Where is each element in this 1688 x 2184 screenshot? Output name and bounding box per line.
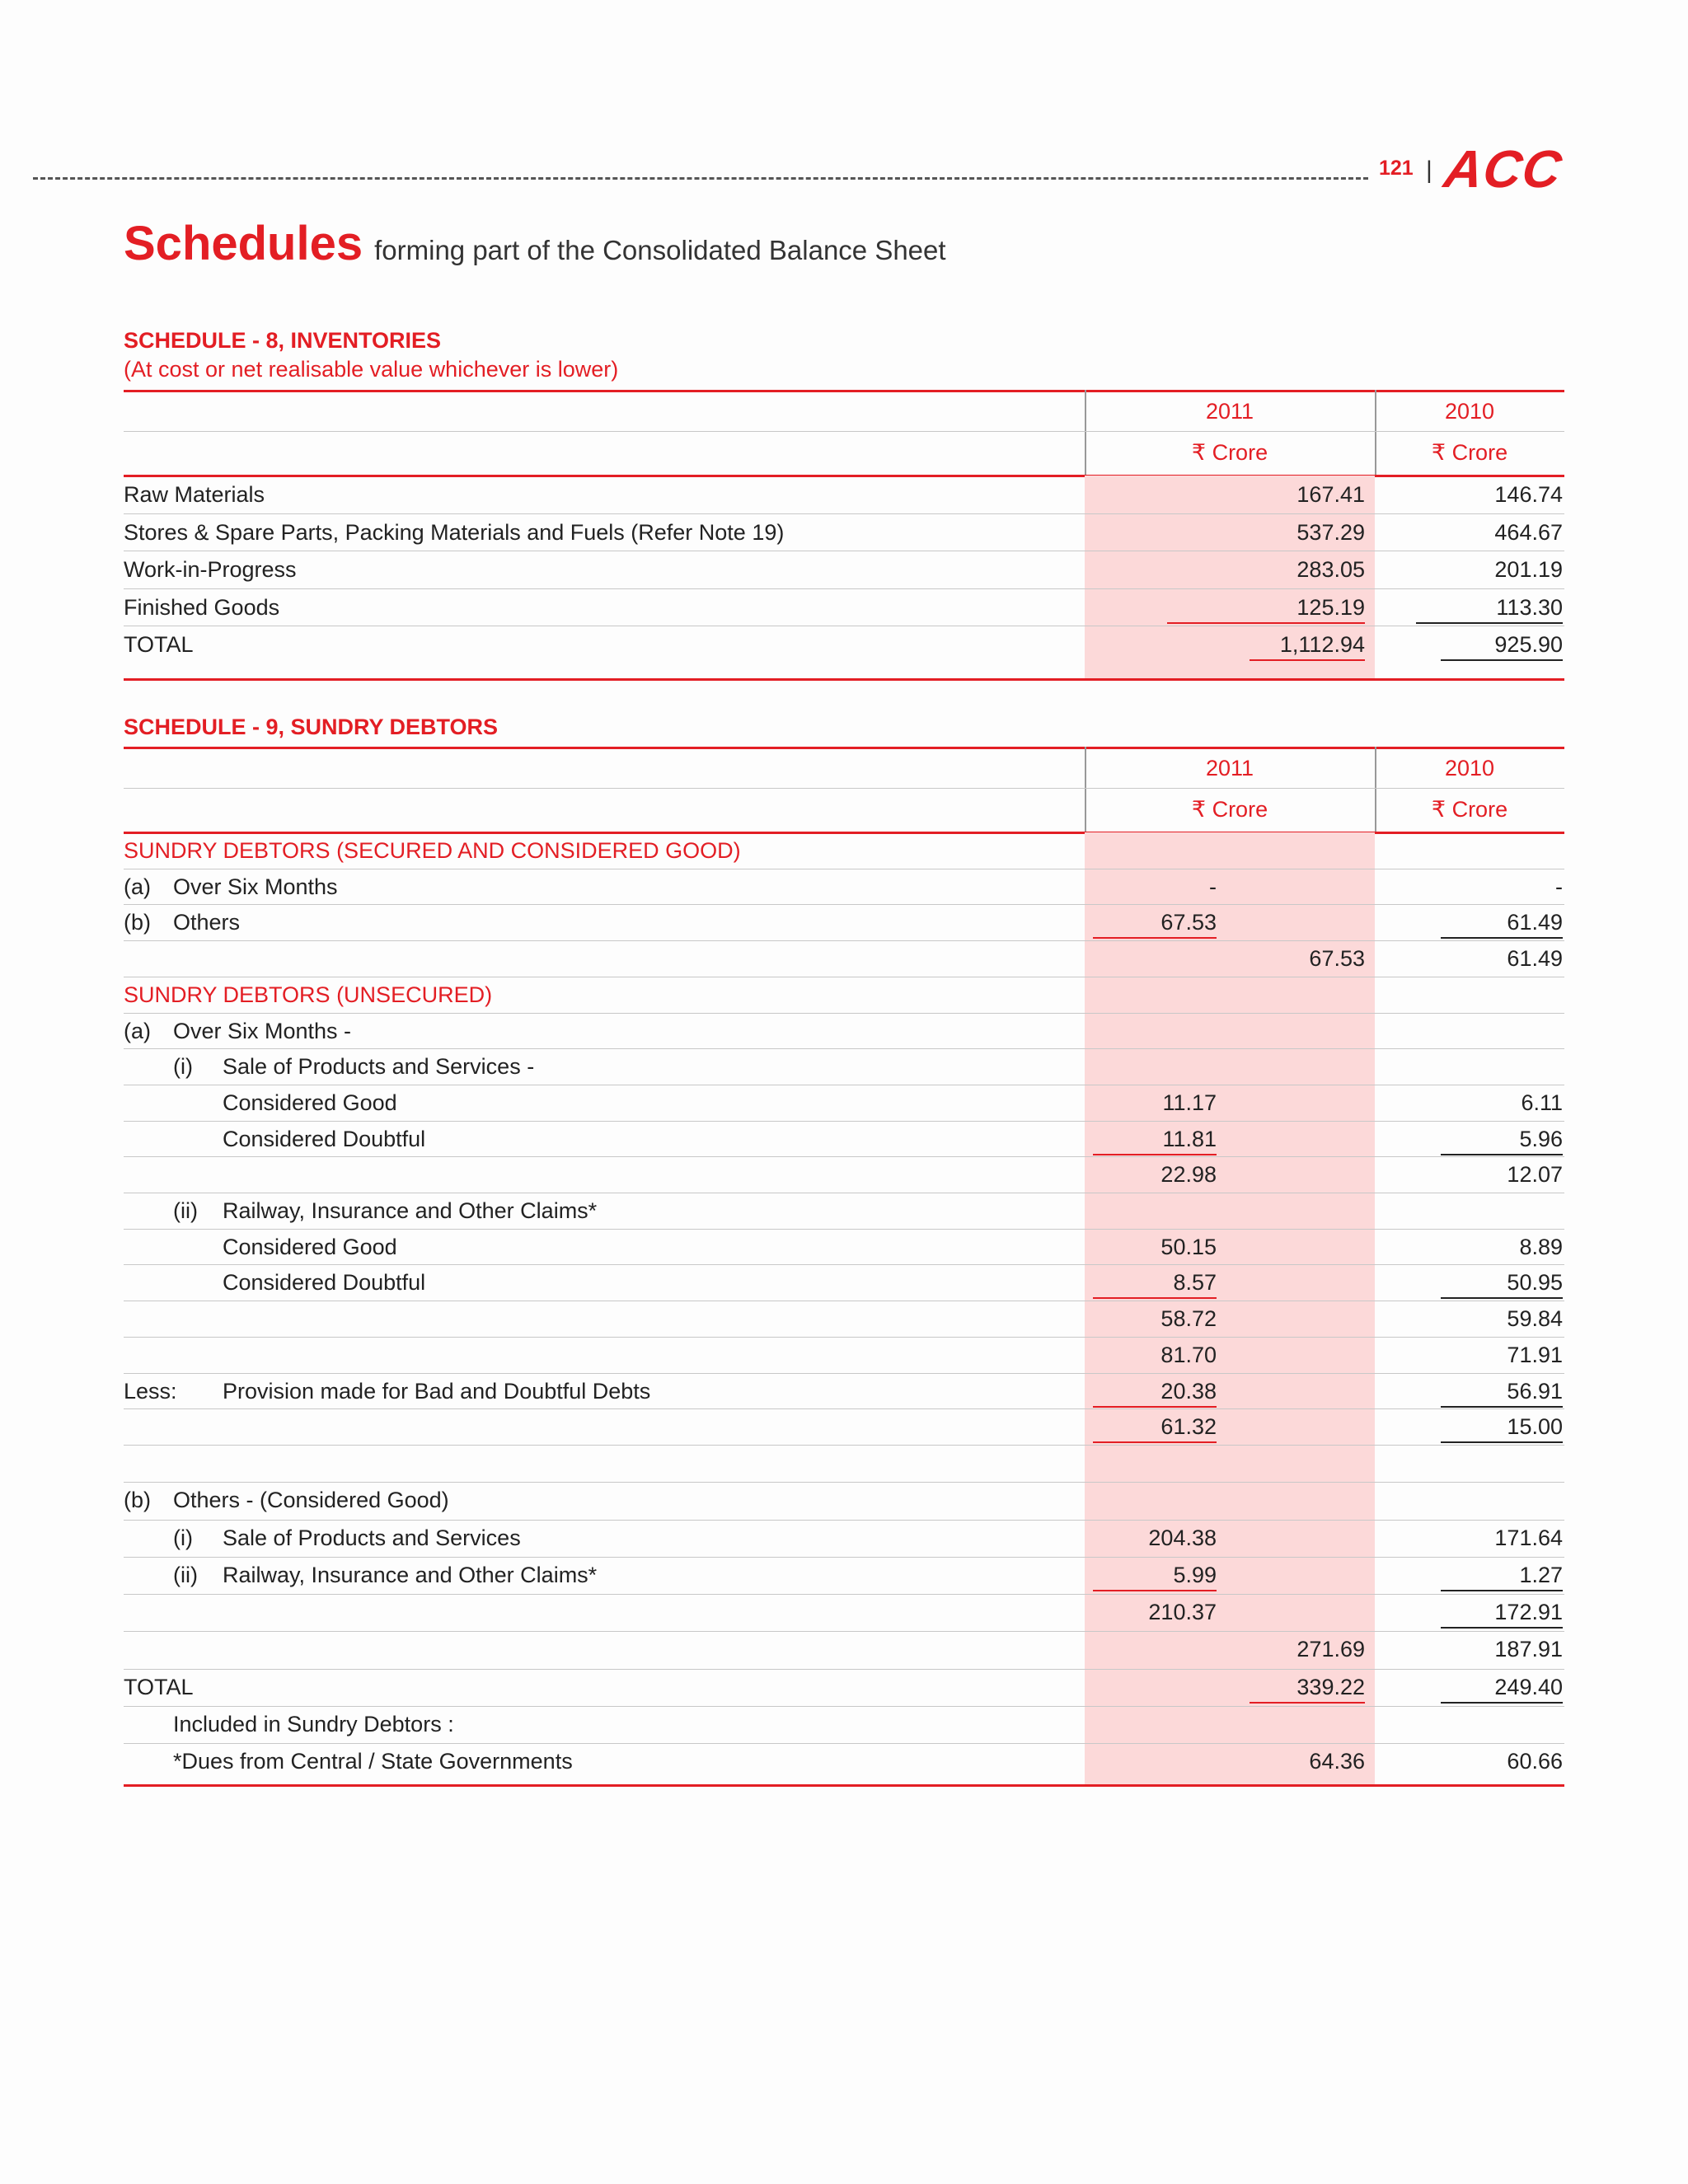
schedule9-value-2010: -: [1555, 874, 1563, 899]
schedule8-top-rule: [124, 390, 1564, 392]
page-title-main: Schedules: [124, 217, 363, 270]
schedule9-row-rule: [124, 1048, 1564, 1049]
page-number: 121: [1379, 157, 1414, 180]
schedule9-row-rule: [124, 1337, 1564, 1338]
schedule9-row-rule: [124, 1445, 1564, 1446]
schedule9-value-2011-sub: 81.70: [1160, 1342, 1217, 1367]
schedule8-value-2010: 464.67: [1494, 519, 1563, 545]
schedule9-value-2011-total: 64.36: [1309, 1749, 1365, 1774]
schedule8-value-2011: 283.05: [1296, 557, 1365, 582]
schedule9-value-2010: 61.49: [1507, 946, 1563, 972]
schedule9-heading: SCHEDULE - 9, SUNDRY DEBTORS: [124, 715, 499, 739]
schedule9-value-2010: 61.49: [1441, 909, 1563, 939]
schedule8-col-2010: 2010: [1444, 399, 1495, 424]
schedule9-row-rule: [124, 1264, 1564, 1265]
schedule9-value-2011-sub: 50.15: [1160, 1234, 1217, 1259]
schedule9-row-label: (b): [124, 1488, 151, 1513]
schedule9-value-2011-sub: 204.38: [1148, 1525, 1217, 1550]
schedule9-value-2010: 56.91: [1441, 1378, 1563, 1408]
schedule9-row-label: Considered Doubtful: [223, 1270, 426, 1296]
schedule8-unit-2010: ₹ Crore: [1431, 440, 1508, 465]
schedule9-row-label: Considered Good: [223, 1090, 397, 1115]
schedule9-row-rule: [124, 1013, 1564, 1014]
schedule9-row-label: Sale of Products and Services: [223, 1525, 521, 1550]
schedule9-row-rule: [124, 1669, 1564, 1670]
schedule8-value-2010: 113.30: [1416, 594, 1563, 624]
header-separator: |: [1426, 157, 1432, 184]
schedule9-row-rule: [124, 1743, 1564, 1744]
schedule9-row-label: Included in Sundry Debtors :: [173, 1712, 454, 1736]
schedule8-value-2011: 167.41: [1296, 482, 1365, 507]
schedule9-value-2011-total: 339.22: [1250, 1674, 1365, 1704]
acc-logo: ACC: [1440, 139, 1566, 199]
schedule9-row-label: (b): [124, 910, 151, 935]
schedule9-row-label: (a): [124, 874, 151, 899]
schedule9-row-label: TOTAL: [124, 1674, 194, 1699]
schedule9-row-label: (i): [173, 1525, 193, 1550]
schedule9-row-label: (a): [124, 1018, 151, 1043]
schedule9-row-rule: [124, 940, 1564, 941]
schedule9-value-2011-total: 67.53: [1309, 946, 1365, 972]
schedule9-row-rule: [124, 1557, 1564, 1558]
schedule8-subheading: (At cost or net realisable value whichever is lower): [124, 357, 619, 382]
schedule8-row-rule: [124, 513, 1564, 514]
schedule9-section-heading: SUNDRY DEBTORS (SECURED AND CONSIDERED GOOD): [124, 838, 741, 863]
schedule8-value-2010: 201.19: [1494, 557, 1563, 582]
schedule8-row-rule: [124, 588, 1564, 589]
schedule9-row-label: Railway, Insurance and Other Claims*: [223, 1198, 598, 1223]
schedule9-value-2010: 6.11: [1521, 1090, 1563, 1115]
schedule8-row-label: Stores & Spare Parts, Packing Materials and Fuels (Refer Note 19): [124, 519, 785, 545]
schedule9-row-label: (ii): [173, 1198, 198, 1223]
schedule9-row-label: Railway, Insurance and Other Claims*: [223, 1562, 598, 1587]
schedule8-row-label: Work-in-Progress: [124, 557, 297, 582]
schedule9-value-2011-sub: 11.81: [1093, 1126, 1217, 1155]
schedule9-row-rule: [124, 1482, 1564, 1483]
schedule9-row-label: Over Six Months: [173, 874, 338, 899]
schedule9-row-rule: [124, 1408, 1564, 1409]
schedule9-value-2011-sub: -: [1209, 874, 1217, 899]
schedule8-heading: SCHEDULE - 8, INVENTORIES: [124, 328, 442, 353]
schedule9-top-rule: [124, 747, 1564, 749]
schedule9-value-2011-sub: 61.32: [1093, 1413, 1217, 1443]
schedule9-value-2011-sub: 58.72: [1160, 1306, 1217, 1332]
schedule9-row-label: (ii): [173, 1562, 198, 1587]
schedule9-value-2010: 8.89: [1519, 1234, 1563, 1259]
schedule9-value-2010: 15.00: [1441, 1413, 1563, 1443]
schedule9-row-rule: [124, 1121, 1564, 1122]
schedule9-row-label: *Dues from Central / State Governments: [173, 1749, 573, 1774]
schedule9-value-2011-sub: 210.37: [1148, 1600, 1217, 1625]
schedule9-value-2010: 12.07: [1507, 1162, 1563, 1188]
schedule9-value-2011-sub: 22.98: [1160, 1162, 1217, 1188]
schedule9-row-label: Considered Doubtful: [223, 1126, 426, 1151]
schedule9-value-2010: 50.95: [1441, 1269, 1563, 1299]
schedule8-bottom-rule: [124, 678, 1564, 681]
schedule9-value-2010: 249.40: [1441, 1674, 1563, 1704]
header-dashed-line: [33, 177, 1368, 180]
schedule9-col-2010: 2010: [1444, 756, 1495, 780]
schedule9-value-2010: 1.27: [1441, 1562, 1563, 1591]
schedule8-value-2010: 925.90: [1441, 631, 1563, 661]
schedule9-col-2011: 2011: [1205, 756, 1254, 780]
schedule8-value-2011: 537.29: [1296, 519, 1365, 545]
schedule9-row-rule: [124, 1156, 1564, 1157]
schedule9-row-rule: [124, 1631, 1564, 1632]
schedule9-row-rule: [124, 1706, 1564, 1707]
schedule9-bottom-rule: [124, 1784, 1564, 1787]
schedule9-value-2011-total: 271.69: [1296, 1637, 1365, 1662]
schedule9-row-label: Over Six Months -: [173, 1018, 352, 1043]
schedule9-value-2010: 171.64: [1494, 1525, 1563, 1550]
schedule8-value-2011: 1,112.94: [1250, 631, 1365, 661]
schedule9-row-rule: [124, 904, 1564, 905]
schedule9-value-2011-sub: 8.57: [1093, 1269, 1217, 1299]
schedule9-unit-2011: ₹ Crore: [1191, 797, 1268, 822]
schedule9-value-2011-sub: 11.17: [1162, 1090, 1217, 1115]
schedule9-section-heading: SUNDRY DEBTORS (UNSECURED): [124, 982, 493, 1007]
schedule9-row-label: Others: [173, 910, 241, 935]
schedule9-value-2011-sub: 5.99: [1093, 1562, 1217, 1591]
schedule9-head-rule: [124, 788, 1564, 789]
schedule8-value-2011: 125.19: [1167, 594, 1365, 624]
schedule9-row-rule: [124, 1594, 1564, 1595]
schedule9-value-2010: 59.84: [1507, 1306, 1563, 1332]
schedule8-value-2010: 146.74: [1494, 482, 1563, 507]
schedule9-value-2010: 60.66: [1507, 1749, 1563, 1774]
schedule9-value-2010: 187.91: [1494, 1637, 1563, 1662]
schedule9-unit-2010: ₹ Crore: [1431, 797, 1508, 822]
schedule8-col-2011: 2011: [1205, 399, 1254, 424]
schedule9-row-label: Others - (Considered Good): [173, 1488, 449, 1513]
schedule8-unit-2011: ₹ Crore: [1191, 440, 1268, 465]
schedule9-value-2011-sub: 20.38: [1093, 1378, 1217, 1408]
schedule8-row-label: Finished Goods: [124, 594, 280, 620]
schedule9-row-rule: [124, 1520, 1564, 1521]
schedule9-row-rule: [124, 1229, 1564, 1230]
schedule9-value-2011-sub: 67.53: [1093, 909, 1217, 939]
schedule8-row-label: TOTAL: [124, 632, 194, 657]
schedule9-row-label: (i): [173, 1054, 193, 1080]
schedule9-row-label: Considered Good: [223, 1234, 397, 1259]
schedule8-head-rule: [124, 431, 1564, 432]
schedule9-value-2010: 172.91: [1441, 1599, 1563, 1629]
schedule9-row-rule: [124, 1373, 1564, 1374]
schedule9-row-label: Provision made for Bad and Doubtful Debts: [223, 1378, 651, 1404]
schedule9-row-label: Sale of Products and Services -: [223, 1054, 535, 1080]
page-title: [124, 216, 946, 271]
schedule9-value-2010: 71.91: [1507, 1342, 1563, 1367]
page-title-sub: forming part of the Consolidated Balance Sheet: [374, 235, 946, 265]
schedule8-row-label: Raw Materials: [124, 482, 265, 507]
schedule9-value-2010: 5.96: [1441, 1126, 1563, 1155]
schedule9-row-label: Less:: [124, 1378, 177, 1404]
